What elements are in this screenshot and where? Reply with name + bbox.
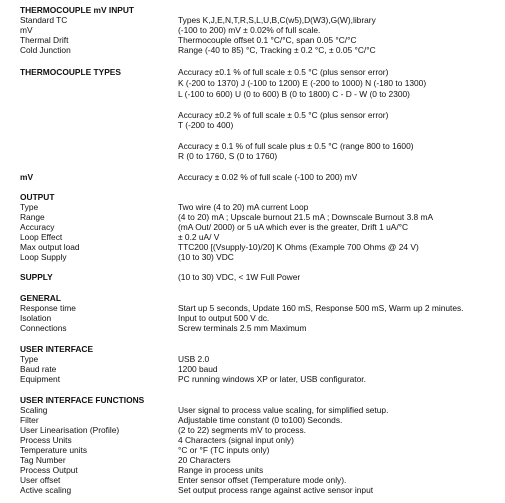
spec-label: Type [20, 202, 39, 212]
spec-label: Baud rate [20, 364, 57, 374]
section-heading: THERMOCOUPLE TYPES [20, 67, 121, 77]
spec-label: Active scaling [20, 485, 72, 495]
spec-label: Max output load [20, 242, 80, 252]
spec-value: Accuracy ±0.2 % of full scale ± 0.5 °C (plus sensor error) [178, 110, 389, 120]
spec-value: Accuracy ±0.1 % of full scale ± 0.5 °C (plus sensor error) [178, 67, 389, 77]
spec-value: Types K,J,E,N,T,R,S,L,U,B,C(w5),D(W3),G(W),library [178, 15, 376, 25]
spec-value: ± 0.2 uA/ V [178, 232, 220, 242]
spec-value: Range in process units [178, 465, 264, 475]
section-heading: USER INTERFACE FUNCTIONS [20, 395, 145, 405]
spec-label: Range [20, 212, 45, 222]
spec-value: °C or °F (TC inputs only) [178, 445, 270, 455]
spec-label: Thermal Drift [20, 35, 69, 45]
spec-value: USB 2.0 [178, 354, 210, 364]
spec-label: Standard TC [20, 15, 68, 25]
spec-label: Process Output [20, 465, 78, 475]
spec-value: (2 to 22) segments mV to process. [178, 425, 307, 435]
spec-value: (-100 to 200) mV ± 0.02% of full scale. [178, 25, 321, 35]
spec-label: Process Units [20, 435, 72, 445]
section-heading: mV [20, 172, 34, 182]
spec-value: (4 to 20) mA ; Upscale burnout 21.5 mA ; Downscale Burnout 3.8 mA [178, 212, 434, 222]
spec-value: User signal to process value scaling, for simplified setup. [178, 405, 389, 415]
spec-label: Equipment [20, 374, 61, 384]
spec-value: Range (-40 to 85) °C, Tracking ± 0.2 °C, ± 0.05 °C/°C [178, 45, 376, 55]
section-heading: OUTPUT [20, 192, 55, 202]
spec-label: Loop Effect [20, 232, 63, 242]
spec-label: Filter [20, 415, 39, 425]
spec-value: T (-200 to 400) [178, 120, 234, 130]
spec-value: (10 to 30) VDC, < 1W Full Power [178, 272, 301, 282]
spec-label: User offset [20, 475, 61, 485]
spec-label: mV [20, 25, 33, 35]
spec-value: Accuracy ± 0.1 % of full scale plus ± 0.5 °C (range 800 to 1600) [178, 141, 414, 151]
spec-label: Response time [20, 303, 76, 313]
spec-value: Accuracy ± 0.02 % of full scale (-100 to 200) mV [178, 172, 358, 182]
spec-value: Adjustable time constant (0 to100) Seconds. [178, 415, 343, 425]
spec-value: Start up 5 seconds, Update 160 mS, Response 500 mS, Warm up 2 minutes. [178, 303, 464, 313]
spec-value: (mA Out/ 2000) or 5 uA which ever is the greater, Drift 1 uA/°C [178, 222, 409, 232]
spec-value: (10 to 30) VDC [178, 252, 234, 262]
spec-label: User Linearisation (Profile) [20, 425, 120, 435]
spec-value: 4 Characters (signal input only) [178, 435, 294, 445]
spec-value: Enter sensor offset (Temperature mode only). [178, 475, 347, 485]
section-heading: USER INTERFACE [20, 344, 94, 354]
spec-label: Scaling [20, 405, 48, 415]
spec-label: Isolation [20, 313, 52, 323]
spec-label: Tag Number [20, 455, 66, 465]
spec-label: Cold Junction [20, 45, 71, 55]
spec-label: Type [20, 354, 39, 364]
spec-value: PC running windows XP or later, USB configurator. [178, 374, 366, 384]
section-heading: GENERAL [20, 293, 61, 303]
spec-label: Temperature units [20, 445, 88, 455]
section-heading: THERMOCOUPLE mV INPUT [20, 5, 134, 15]
spec-value: 20 Characters [178, 455, 231, 465]
spec-label: Loop Supply [20, 252, 67, 262]
spec-label: Connections [20, 323, 67, 333]
spec-value: Input to output 500 V dc. [178, 313, 270, 323]
spec-label: Accuracy [20, 222, 55, 232]
spec-value: K (-200 to 1370) J (-100 to 1200) E (-200 to 1000) N (-180 to 1300) [178, 78, 427, 88]
spec-value: Set output process range against active sensor input [178, 485, 374, 495]
spec-value: TTC200 [(Vsupply-10)/20] K Ohms (Example 700 Ohms @ 24 V) [178, 242, 419, 252]
section-heading: SUPPLY [20, 272, 53, 282]
spec-value: Thermocouple offset 0.1 °C/°C, span 0.05 °C/°C [178, 35, 357, 45]
spec-value: Screw terminals 2.5 mm Maximum [178, 323, 307, 333]
spec-value: Two wire (4 to 20) mA current Loop [178, 202, 309, 212]
spec-value: L (-100 to 600) U (0 to 600) B (0 to 1800) C - D - W (0 to 2300) [178, 89, 410, 99]
spec-value: R (0 to 1760, S (0 to 1760) [178, 151, 278, 161]
spec-value: 1200 baud [178, 364, 218, 374]
